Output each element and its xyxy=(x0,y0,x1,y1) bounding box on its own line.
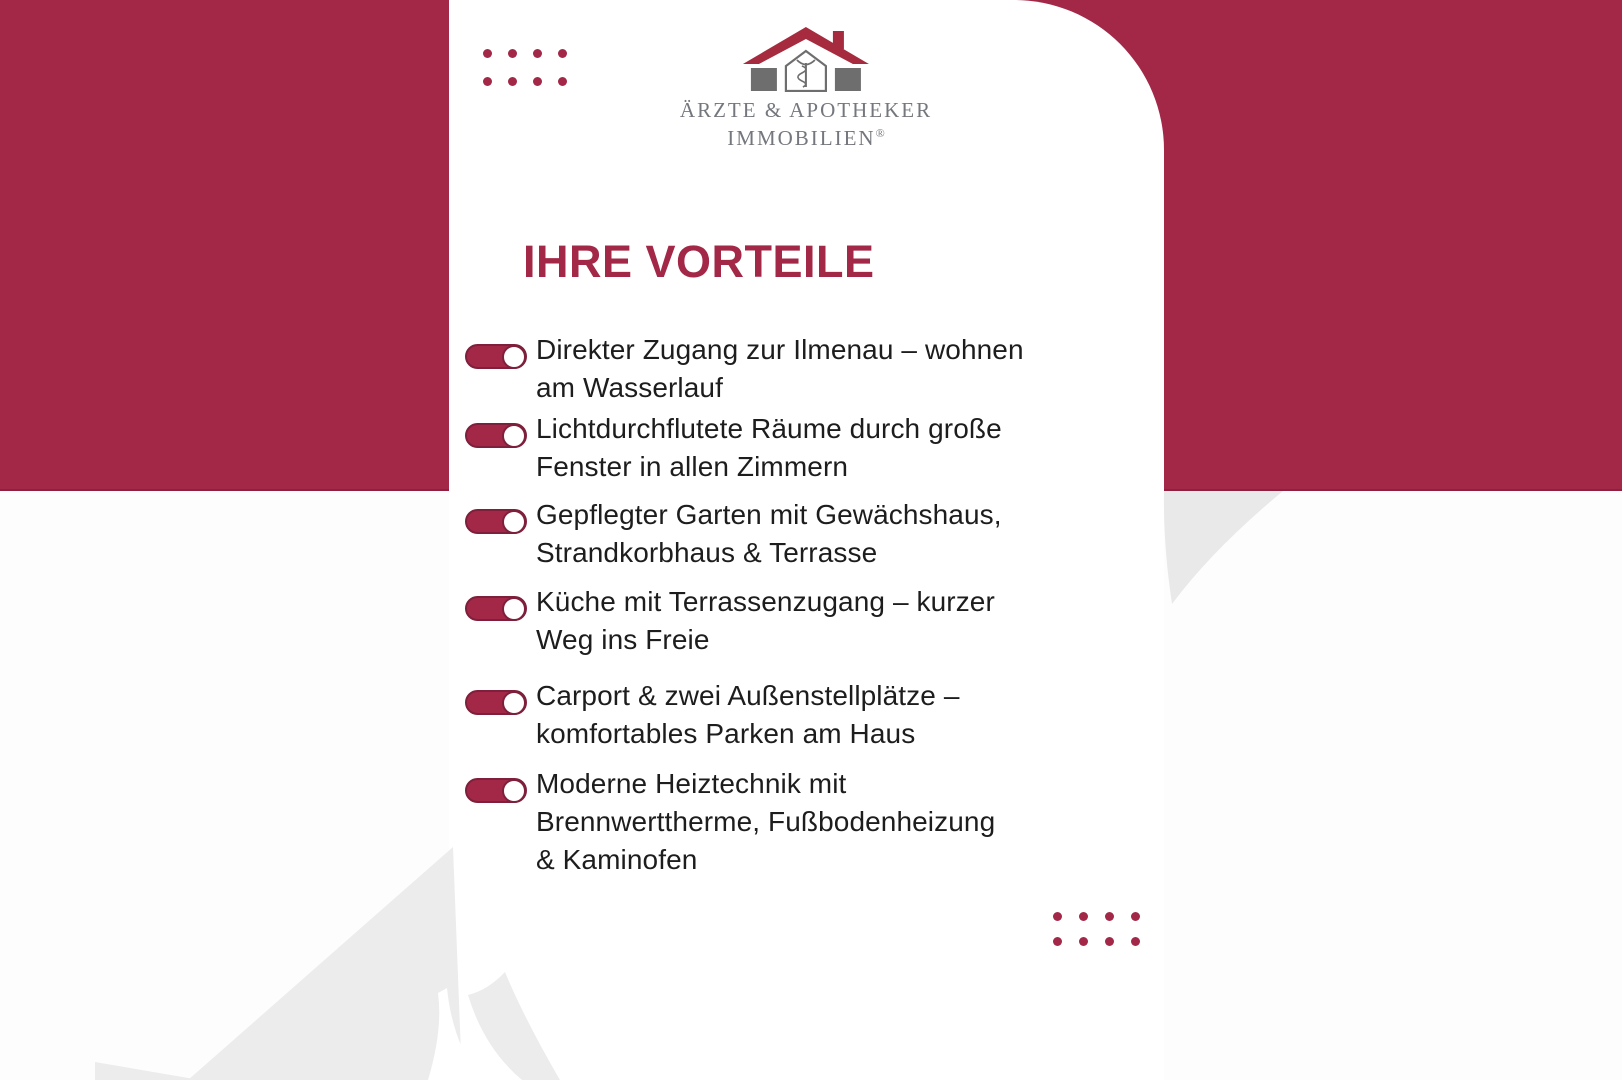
brand-logo xyxy=(680,26,932,150)
benefit-item xyxy=(465,331,1105,407)
toggle-on-icon[interactable] xyxy=(465,596,527,621)
dot xyxy=(1079,912,1088,921)
dot xyxy=(508,49,517,58)
benefit-text-line: & Kaminofen xyxy=(536,844,698,875)
benefit-text-line: komfortables Parken am Haus xyxy=(536,718,916,749)
benefit-text-line: Strandkorbhaus & Terrasse xyxy=(536,537,878,568)
benefit-item xyxy=(465,496,1105,572)
dot xyxy=(558,49,567,58)
benefit-text xyxy=(536,331,1024,407)
benefit-item xyxy=(465,677,1105,753)
dot xyxy=(558,77,567,86)
benefit-text xyxy=(536,583,995,659)
registered-mark: ® xyxy=(875,126,885,140)
dot-grid-bottom xyxy=(1053,912,1140,946)
house-with-caduceus-icon xyxy=(741,26,871,92)
benefit-text-line: am Wasserlauf xyxy=(536,372,723,403)
benefit-text-line: Weg ins Freie xyxy=(536,624,710,655)
dot-grid-top xyxy=(483,49,567,86)
benefit-text-line: Gepflegter Garten mit Gewächshaus, xyxy=(536,499,1002,530)
benefit-text xyxy=(536,410,1002,486)
toggle-on-icon[interactable] xyxy=(465,509,527,534)
brand-name: ÄRZTE & APOTHEKER xyxy=(679,98,933,122)
dot xyxy=(483,49,492,58)
benefit-item xyxy=(465,583,1105,659)
benefit-text xyxy=(536,496,1002,572)
toggle-knob xyxy=(502,691,526,715)
dot xyxy=(1053,912,1062,921)
dot xyxy=(533,49,542,58)
dot xyxy=(508,77,517,86)
toggle-knob xyxy=(502,510,526,534)
benefit-text xyxy=(536,765,995,879)
toggle-knob xyxy=(502,597,526,621)
dot xyxy=(1053,937,1062,946)
dot xyxy=(1079,937,1088,946)
benefit-text xyxy=(536,677,960,753)
dot xyxy=(483,77,492,86)
toggle-knob xyxy=(502,779,526,803)
benefit-item xyxy=(465,765,1105,879)
page-title: IHRE VORTEILE xyxy=(523,236,875,287)
toggle-knob xyxy=(502,424,526,448)
benefits-list xyxy=(465,331,1105,879)
toggle-knob xyxy=(502,345,526,369)
dot xyxy=(1105,937,1114,946)
brand-suffix: IMMOBILIEN® xyxy=(727,126,885,150)
benefit-text-line: Moderne Heiztechnik mit xyxy=(536,768,847,799)
benefit-text-line: Fenster in allen Zimmern xyxy=(536,451,849,482)
benefit-text-line: Brennwerttherme, Fußbodenheizung xyxy=(536,806,996,837)
benefit-text-line: Direkter Zugang zur Ilmenau – wohnen xyxy=(536,334,1024,365)
toggle-on-icon[interactable] xyxy=(465,423,527,448)
toggle-on-icon[interactable] xyxy=(465,778,527,803)
dot xyxy=(533,77,542,86)
benefit-item xyxy=(465,410,1105,486)
benefit-text-line: Küche mit Terrassenzugang – kurzer xyxy=(536,586,995,617)
benefit-text-line: Lichtdurchflutete Räume durch große xyxy=(536,413,1002,444)
dot xyxy=(1131,912,1140,921)
dot xyxy=(1105,912,1114,921)
dot xyxy=(1131,937,1140,946)
benefit-text-line: Carport & zwei Außenstellplätze – xyxy=(536,680,960,711)
toggle-on-icon[interactable] xyxy=(465,344,527,369)
toggle-on-icon[interactable] xyxy=(465,690,527,715)
